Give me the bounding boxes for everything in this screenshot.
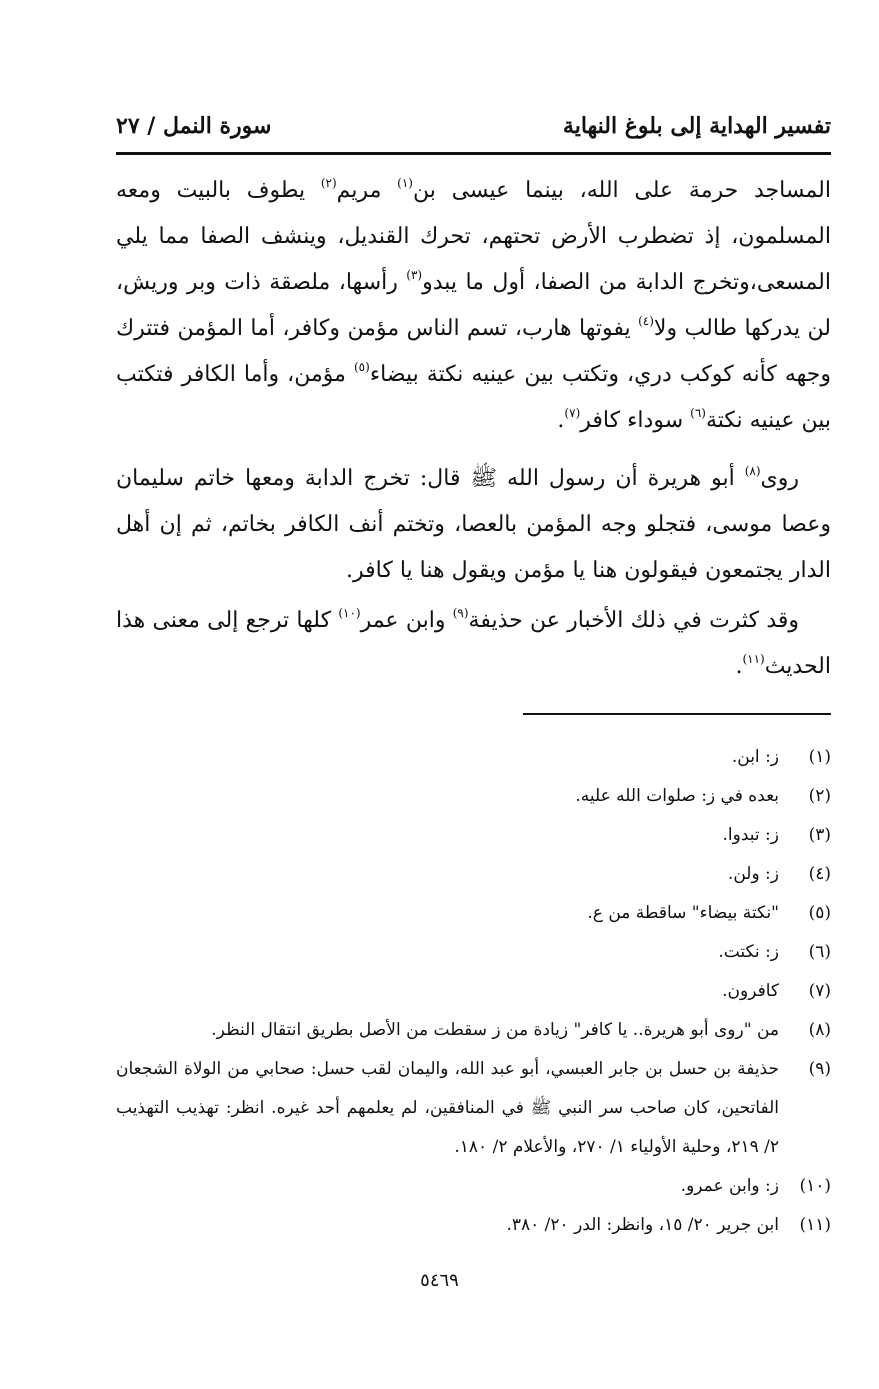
text-run: . bbox=[557, 408, 565, 433]
footnote-number: (٤) bbox=[808, 864, 831, 884]
footnote-marker: (٨) bbox=[744, 464, 761, 478]
footnote-marker: (٢) bbox=[320, 176, 337, 190]
footnotes-list bbox=[116, 738, 831, 1245]
paragraph bbox=[116, 598, 831, 690]
text-run: يطوف بالبيت ومعه المسلمون، إذ تضطرب الأرض تحتهم، تحرك القنديل، وينشف الصفا مما يلي المسعى،وتخرج الدابة من الصفا، أول ما يبدو bbox=[116, 178, 831, 295]
footnote-number: (٢) bbox=[808, 786, 831, 806]
footnote-number: (٨) bbox=[808, 1020, 831, 1040]
footnote-marker: (٩) bbox=[452, 606, 469, 620]
page-number: ٥٤٦٩ bbox=[420, 1270, 459, 1291]
footnote bbox=[116, 1050, 831, 1167]
footnote-number: (٧) bbox=[808, 981, 831, 1001]
text-run: مؤمن، وأما الكافر فتكتب بين عينيه نكتة bbox=[116, 362, 831, 433]
footnote-divider bbox=[523, 713, 831, 715]
footnote-marker: (٦) bbox=[690, 406, 706, 420]
text-run: أبو هريرة أن رسول الله ﷺ قال: تخرج الدابة ومعها خاتم سليمان وعصا موسى، فتجلو وجه المؤمن بالعصا، وتختم أنف الكافر بخاتم، ثم إن أهل الدار يجتمعون فيقولون هنا يا مؤمن ويقول هنا يا كافر. bbox=[116, 466, 831, 583]
text-run: كلها ترجع إلى معنى هذا الحديث bbox=[116, 608, 831, 679]
footnote-text: ز: ابن. bbox=[731, 747, 779, 767]
footnote-number: (٩) bbox=[808, 1059, 831, 1079]
footnote-text: حذيفة بن حسل بن جابر العبسي، أبو عبد الله، واليمان لقب حسل: صحابي من الولاة الشجعان الفاتحين، كان صاحب سر النبي ﷺ في المنافقين، لم يعلمهم أحد غيره. انظر: تهذيب التهذيب ٢/ ٢١٩، وحلية الأولياء ١/ ٢٧٠، والأعلام ٢/ ١٨٠. bbox=[116, 1059, 779, 1157]
footnote bbox=[116, 933, 831, 972]
text-run: المساجد حرمة على الله، بينما عيسى بن bbox=[412, 178, 831, 203]
footnote-text: كافرون. bbox=[722, 981, 779, 1001]
text-run: . bbox=[735, 654, 743, 679]
footnote-number: (٣) bbox=[808, 825, 831, 845]
footnote-text: ز: نكتت. bbox=[718, 942, 779, 962]
footnote-text: ز: وابن عمرو. bbox=[680, 1176, 779, 1196]
footnote bbox=[116, 1167, 831, 1206]
footnote bbox=[116, 1011, 831, 1050]
footnote-marker: (٧) bbox=[564, 406, 581, 420]
text-run: مريم bbox=[336, 178, 398, 203]
text-run: رأسها، ملصقة ذات وبر وريش، لن يدركها طالب ولا bbox=[116, 270, 831, 341]
surah-reference: سورة النمل / ٢٧ bbox=[116, 113, 272, 139]
footnote-marker: (٤) bbox=[638, 314, 654, 328]
text-run: وابن عمر bbox=[360, 608, 453, 633]
footnote-number: (٦) bbox=[808, 942, 831, 962]
footnote-text: "نكتة بيضاء" ساقطة من ع. bbox=[587, 903, 779, 923]
footnote-number: (٥) bbox=[808, 903, 831, 923]
text-run: وقد كثرت في ذلك الأخبار عن حذيفة bbox=[468, 608, 800, 633]
footnote-marker: (٣) bbox=[406, 268, 423, 282]
footnote-text: ابن جرير ٢٠/ ١٥، وانظر: الدر ٢٠/ ٣٨٠. bbox=[506, 1215, 779, 1235]
footnote-number: (١) bbox=[808, 747, 831, 767]
footnote bbox=[116, 738, 831, 777]
footnote bbox=[116, 1206, 831, 1245]
footnote bbox=[116, 894, 831, 933]
footnote bbox=[116, 777, 831, 816]
footnote-marker: (٥) bbox=[353, 360, 370, 374]
footnote bbox=[116, 972, 831, 1011]
footnote-marker: (١٠) bbox=[338, 606, 361, 620]
paragraph bbox=[116, 456, 831, 594]
paragraph bbox=[116, 168, 831, 444]
footnote-number: (١١) bbox=[799, 1215, 831, 1235]
header-divider bbox=[116, 152, 831, 155]
footnote-marker: (١١) bbox=[742, 652, 765, 666]
running-header bbox=[116, 106, 831, 146]
footnote-text: بعده في ز: صلوات الله عليه. bbox=[575, 786, 779, 806]
footnote-marker: (١) bbox=[397, 176, 413, 190]
book-title: تفسير الهداية إلى بلوغ النهاية bbox=[562, 113, 831, 139]
text-run: روى bbox=[760, 466, 799, 491]
main-text bbox=[116, 168, 831, 690]
footnote bbox=[116, 855, 831, 894]
footnote-text: من "روى أبو هريرة.. يا كافر" زيادة من ز سقطت من الأصل بطريق انتقال النظر. bbox=[211, 1020, 779, 1040]
footnote-text: ز: ولن. bbox=[727, 864, 779, 884]
text-run: يفوتها هارب، تسم الناس مؤمن وكافر، أما المؤمن فتترك وجهه كأنه كوكب دري، وتكتب بين عينيه نكتة بيضاء bbox=[116, 316, 831, 387]
footnote-number: (١٠) bbox=[799, 1176, 831, 1196]
text-run: سوداء كافر bbox=[580, 408, 691, 433]
footnote bbox=[116, 816, 831, 855]
footnote-text: ز: تبدوا. bbox=[722, 825, 779, 845]
